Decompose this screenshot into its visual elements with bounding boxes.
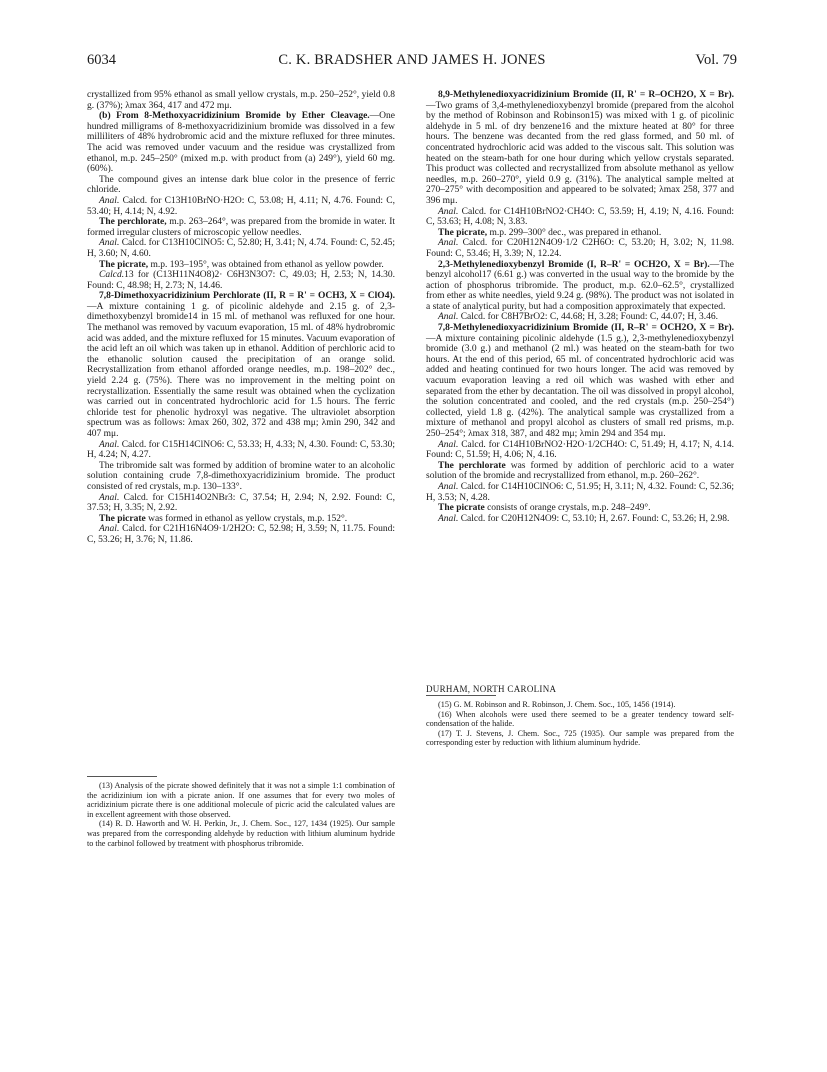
right-text-column (426, 90, 734, 524)
paragraph-heading: The picrate, (438, 227, 488, 238)
analysis-label: Anal. (438, 238, 459, 249)
paragraph-text: m.p. 193–195°, was obtained from ethanol as yellow powder. (148, 259, 384, 270)
volume-label: Vol. 79 (695, 52, 737, 68)
paragraph-text: crystallized from 95% ethanol as small yellow crystals, m.p. 250–252°, yield 0.8 g. (37%); λmax 364, 417 and 472 mμ. (87, 90, 395, 111)
paragraph-text: Calcd. for C20H12N4O9: C, 53.10; H, 2.67. Found: C, 53.26; H, 2.98. (458, 513, 730, 524)
analysis-label: Anal. (99, 238, 120, 249)
paragraph-text: Calcd. for C8H7BrO2: C, 44.68; H, 3.28; Found: C, 44.07; H, 3.46. (458, 312, 718, 323)
paragraph-text: Calcd. for C15H14ClNO6: C, 53.33; H, 4.33; N, 4.30. Found: C, 53.30; H, 4.24; N, 4.27. (87, 439, 395, 461)
paragraph-text: Calcd. for C14H10ClNO6: C, 51.95; H, 3.11; N, 4.32. Found: C, 52.36; H, 3.53; N, 4.28. (426, 481, 734, 503)
analysis-label: Anal. (438, 206, 459, 217)
footnote: (13) Analysis of the picrate showed definitely that it was not a simple 1:1 combination of the acridizinium ion with a picrate anion. If one assumes that for every two moles of acridizinium picrate there is one additional molecule of picric acid the calculated values are in excellent agreement with those observed. (87, 781, 395, 819)
paragraph-heading: The picrate (438, 503, 485, 514)
paragraph-text: 13 for (C13H11N4O8)2· C6H3N3O7: C, 49.03; H, 2.53; N, 14.30. Found: C, 48.98; H, 2.73; N, 14.46. (87, 270, 395, 291)
paragraph (87, 524, 395, 545)
paragraph-text: was formed by addition of perchloric acid to a water solution of the bromide and recrystallized from ethanol, m.p. 260–262°. (426, 460, 734, 482)
paragraph (87, 514, 395, 525)
paragraph-heading: The picrate, (99, 259, 149, 270)
paragraph (426, 503, 734, 514)
footnote-divider-left (87, 776, 157, 777)
paragraph-text: Calcd. for C14H10BrNO2·H2O·1/2CH4O: C, 51.49; H, 4.17; N, 4.14. Found: C, 51.59; H, 4.06; N, 4.16. (426, 439, 734, 461)
paragraph-text: m.p. 263–264°, was prepared from the bromide in water. It formed irregular clusters of microscopic yellow needles. (87, 217, 396, 238)
analysis-label: Anal. (99, 524, 120, 535)
analysis-label: Anal. (438, 513, 459, 524)
paragraph-heading: (b) From 8-Methoxyacridizinium Bromide by Ether Cleavage. (99, 111, 370, 122)
paragraph-text: Calcd. for C20H12N4O9·1/2 C2H6O: C, 53.20; H, 3.02; N, 11.98. Found: C, 53.46; H, 3.39; N, 12.24. (426, 238, 734, 259)
analysis-label: Anal. (438, 312, 459, 323)
paragraph (426, 461, 734, 482)
paragraph (87, 291, 395, 439)
paragraph-text: —Two grams of 3,4-methylenedioxybenzyl bromide (prepared from the alcohol by the method of Robinson and Robinson15) was mixed with 1 g. of picolinic aldehyde in 5 ml. of dry benzene16 and the mixture heated at 80° for three hours. The benzene was decanted from the red glass formed, and 50 ml. of concentrated hydrochloric acid was added to the viscous salt. This solution was heated on the steam-bath for one hour during which yellow crystals separated. This product was collected and recrystallized from absolute methanol as yellow needles, m.p. 260–270°, yield 0.9 g. (31%). The analytical sample melted at 270–275° with decomposition and appeared to be solvated; λmax 258, 377 and 396 mμ. (426, 100, 734, 206)
footnote-divider-right (426, 695, 496, 696)
paragraph-text: Calcd. for C21H16N4O9·1/2H2O: C, 52.98; H, 3.59; N, 11.75. Found: C, 53.26; H, 3.76; N, 11.86. (87, 524, 395, 545)
paragraph (87, 270, 395, 291)
paragraph-text: Calcd. for C13H10ClNO5: C, 52.80; H, 3.41; N, 4.74. Found: C, 52.45; H, 3.60; N, 4.60. (87, 238, 395, 259)
analysis-label: Anal. (438, 439, 459, 450)
footnote: (17) T. J. Stevens, J. Chem. Soc., 725 (1935). Our sample was prepared from the corresponding ester by reduction with lithium aluminum hydride. (426, 728, 734, 748)
paragraph (426, 440, 734, 461)
paragraph (426, 238, 734, 259)
paragraph-text: was formed in ethanol as yellow crystals, m.p. 152°. (145, 513, 348, 524)
paragraph-heading: 2,3-Methylenedioxybenzyl Bromide (I, R–R' = OCH2O, X = Br). (438, 259, 710, 270)
paragraph-text: Calcd. for C15H14O2NBr3: C, 37.54; H, 2.94; N, 2.92. Found: C, 37.53; H, 3.35; N, 2.92. (87, 492, 395, 514)
paragraph-text: —A mixture containing picolinic aldehyde (1.5 g.), 2,3-methylenedioxybenzyl bromide (3.0 g.) and methanol (2 ml.) was heated on the steam-bath for two hours. At the end of this period, 65 ml. of concentrated hydrochloric acid was added and heating continued for two hours longer. The acid was removed by vacuum evaporation leaving a red oil which was washed with ether and separated from the ether by decantation. The oil was dissolved in propyl alcohol, the solution concentrated and cooled, and the red crystals (m.p. 250–254°) collected, yield 1.8 g. (42%). The analytical sample was crystallized from a mixture of methanol and propyl alcohol as clusters of small red prisms, m.p. 250–254°; λmax 318, 387, and 482 mμ; λmin 294 and 354 mμ. (426, 333, 734, 439)
paragraph (87, 196, 395, 217)
paragraph-text: The tribromide salt was formed by addition of bromine water to an alcoholic solution containing crude 7,8-dimethoxyacridizinium bromide. The product consisted of red crystals, m.p. 130–133°. (87, 460, 395, 492)
page-header (87, 52, 737, 72)
paragraph (426, 260, 734, 313)
paragraph-heading: The perchlorate (438, 460, 506, 471)
paragraph-text: Calcd. for C14H10BrNO2·CH4O: C, 53.59; H, 4.19; N, 4.16. Found: C, 53.63; H, 4.08; N, 3.83. (426, 206, 734, 228)
paragraph-heading: 8,9-Methylenedioxyacridizinium Bromide (II, R' = R–OCH2O, X = Br). (438, 90, 734, 100)
paragraph-text: —One hundred milligrams of 8-methoxyacridizinium bromide was dissolved in a few milliliters of 48% hydrobromic acid and the mixture refluxed for three minutes. The acid was removed under vacuum and the residue was crystallized from ethanol, m.p. 245–250° (mixed m.p. with product from (a) 249°), yield 60 mg. (60%). (87, 111, 395, 175)
paragraph (426, 482, 734, 503)
paragraph (87, 461, 395, 493)
analysis-label: Anal. (99, 195, 120, 206)
paragraph-text: Calcd. for C13H10BrNO·H2O: C, 53.08; H, 4.11; N, 4.76. Found: C, 53.40; H, 4.14; N, 4.92. (87, 195, 395, 217)
analysis-label: Anal. (438, 481, 459, 492)
footnotes-right (426, 700, 734, 748)
paragraph (426, 207, 734, 228)
paragraph-text: —The benzyl alcohol17 (6.61 g.) was converted in the usual way to the bromide by the action of phosphorus tribromide. The product, m.p. 62.0–62.5°, crystallized from ether as white needles, yield 9.24 g. (98%). The product was not isolated in a state of analytical purity, but had a composition approximately that expected. (426, 259, 734, 312)
paragraph (87, 493, 395, 514)
paragraph (426, 514, 734, 525)
page-number: 6034 (87, 52, 116, 68)
analysis-label: Anal. (99, 439, 120, 450)
paragraph (87, 111, 395, 175)
paragraph-text: The compound gives an intense dark blue color in the presence of ferric chloride. (87, 174, 395, 196)
footnote: (14) R. D. Haworth and W. H. Perkin, Jr., J. Chem. Soc., 127, 1434 (1925). Our sample was prepared from the corresponding aldehyde by reduction with lithium aluminum hydride to the carbinol followed by treatment with phosphorus tribromide. (87, 819, 395, 848)
paragraph-text: consists of orange crystals, m.p. 248–249°. (484, 503, 651, 514)
paragraph (426, 323, 734, 440)
paragraph-text: —A mixture containing 1 g. of picolinic aldehyde and 2.15 g. of 2,3-dimethoxybenzyl bromide14 in 15 ml. of methanol was refluxed for one hour. The methanol was removed by vacuum evaporation, 15 ml. of 48% hydrobromic acid was added, and the mixture refluxed for 15 minutes. Vacuum evaporation of the acid left an oil which was taken up in ethanol. Addition of perchloric acid to the ethanolic solution caused the precipitation of an orange solid. Recrystallization from ethanol afforded orange needles, m.p. 198–202° dec., yield 2.24 g. (75%). There was no improvement in the melting point on recrystallization. Essentially the same result was obtained when the cyclization was carried out in concentrated hydrochloric acid for 1.5 hours. The ferric chloride test for phenolic hydroxyl was negative. The ultraviolet absorption spectrum was as follows: λmax 260, 302, 372 and 438 mμ; λmin 290, 342 and 407 mμ. (87, 301, 395, 439)
left-text-column (87, 90, 395, 546)
paragraph-text: m.p. 299–300° dec., was prepared in ethanol. (487, 227, 662, 238)
paragraph (87, 175, 395, 196)
footnotes-left (87, 781, 395, 848)
affiliation-location: DURHAM, NORTH CAROLINA (426, 684, 557, 694)
paragraph-heading: 7,8-Dimethoxyacridizinium Perchlorate (II, R = R' = OCH3, X = ClO4). (99, 291, 395, 302)
analysis-label: Anal. (99, 492, 120, 503)
footnote: (16) When alcohols were used there seemed to be a greater tendency toward self-condensation of the halide. (426, 709, 734, 729)
footnote: (15) G. M. Robinson and R. Robinson, J. Chem. Soc., 105, 1456 (1914). (438, 700, 676, 709)
paragraph (426, 228, 734, 239)
paragraph (87, 90, 395, 111)
paragraph (87, 260, 395, 271)
paragraph (87, 440, 395, 461)
paragraph (87, 238, 395, 259)
paragraph-heading: 7,8-Methylenedioxyacridizinium Bromide (II, R–R' = OCH2O, X = Br). (438, 323, 734, 334)
analysis-label: Calcd. (99, 270, 125, 281)
paragraph-heading: The perchlorate, (99, 217, 167, 228)
paragraph-heading: The picrate (99, 513, 146, 524)
paragraph (87, 217, 395, 238)
running-authors: C. K. BRADSHER AND JAMES H. JONES (278, 52, 546, 68)
paragraph (426, 312, 734, 323)
paragraph (426, 90, 734, 207)
